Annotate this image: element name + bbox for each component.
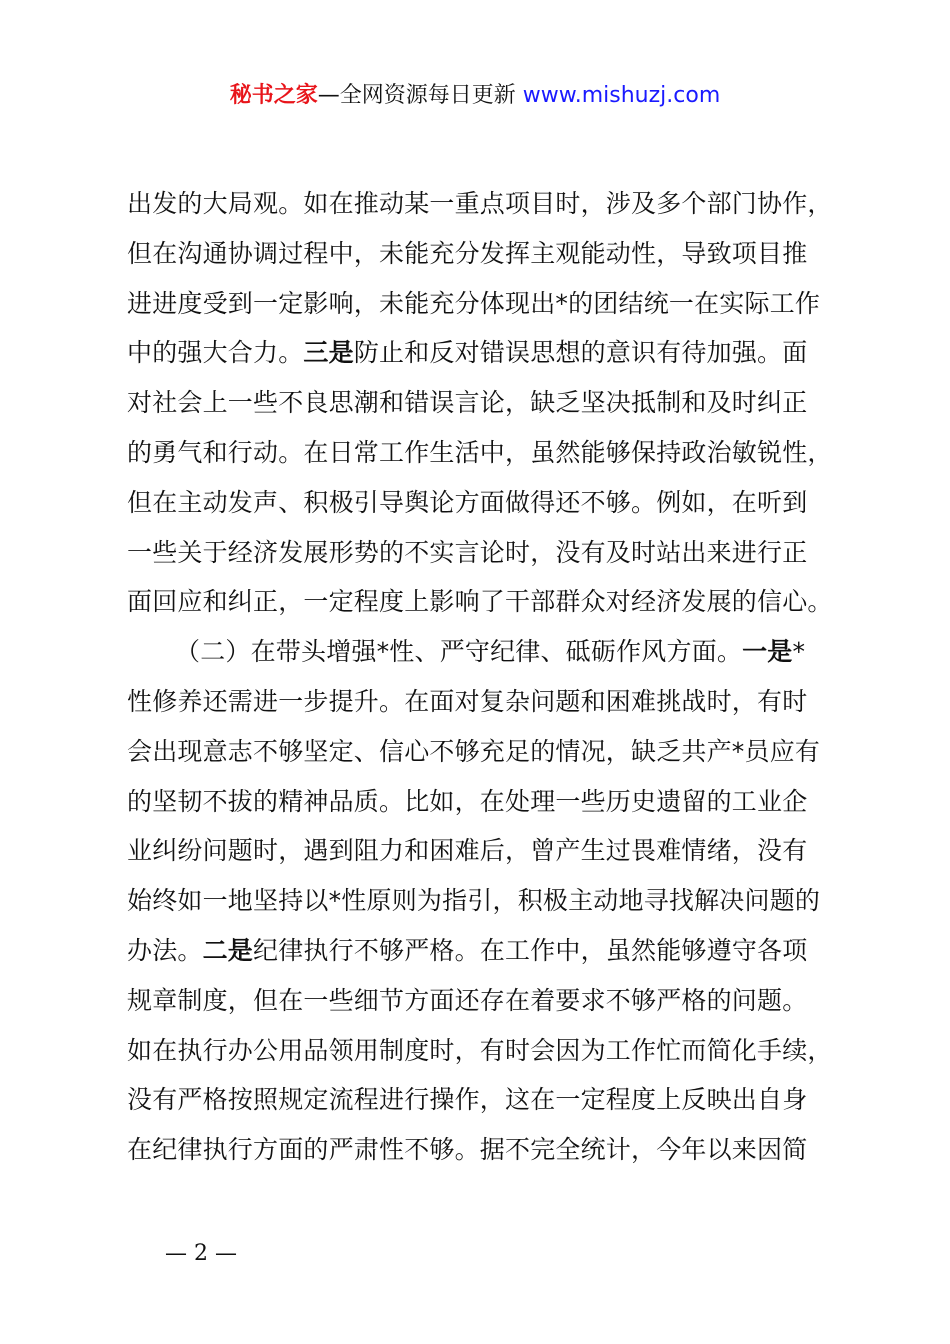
text-line [127,577,867,627]
text-run: * [792,637,806,667]
page-header [0,78,950,114]
text-run: 的勇气和行动。在日常工作生活中，虽然能够保持政治敏锐性， [127,437,833,467]
bold-text-run: 一是 [742,637,793,667]
text-line [127,179,867,229]
text-run: 业纠纷问题时，遇到阻力和困难后，曾产生过畏难情绪，没有 [127,836,808,866]
text-line [127,1125,867,1175]
text-run: 没有严格按照规定流程进行操作，这在一定程度上反映出自身 [127,1085,808,1115]
bold-text-run: 三是 [303,338,354,368]
text-run: 对社会上一些不良思潮和错误言论，缺乏坚决抵制和及时纠正 [127,388,808,418]
text-run: 的坚韧不拔的精神品质。比如，在处理一些历史遗留的工业企 [127,786,808,816]
text-line [127,478,867,528]
bold-text-run: 二是 [202,935,254,965]
text-line [127,926,867,976]
text-line [127,1026,867,1076]
text-run: 性修养还需进一步提升。在面对复杂问题和困难挑战时，有时 [127,686,808,716]
text-run: 在纪律执行方面的严肃性不够。据不完全统计，今年以来因简 [127,1135,808,1165]
text-line [127,826,867,876]
text-run: 进进度受到一定影响，未能充分体现出*的团结统一在实际工作 [127,288,821,318]
header-tagline: —全网资源每日更新 [317,83,523,108]
site-url: www.mishuzj.com [522,83,721,108]
text-run: 纪律执行不够严格。在工作中，虽然能够遵守各项 [253,935,808,965]
text-run: 会出现意志不够坚定、信心不够充足的情况，缺乏共产*员应有 [127,736,821,766]
text-line [127,378,867,428]
text-line [127,328,867,378]
text-run: 办法。 [127,935,203,965]
text-line [127,428,867,478]
text-run: 中的强大合力。 [127,338,304,368]
text-run: 规章制度，但在一些细节方面还存在着要求不够严格的问题。 [127,985,808,1015]
text-run: 出发的大局观。如在推动某一重点项目时，涉及多个部门协作， [127,189,833,218]
text-run: 如在执行办公用品领用制度时，有时会因为工作忙而简化手续， [127,1035,833,1065]
text-run: 一些关于经济发展形势的不实言论时，没有及时站出来进行正 [127,537,808,567]
page-number: — 2 — [165,1241,237,1266]
text-run: 但在沟通协调过程中，未能充分发挥主观能动性，导致项目推 [127,238,808,268]
brand-name: 秘书之家 [229,83,318,108]
text-run: 防止和反对错误思想的意识有待加强。面 [353,338,808,368]
text-run: （二）在带头增强*性、严守纪律、砥砺作风方面。 [175,637,743,667]
text-line [127,727,867,777]
text-line [127,528,867,578]
text-run: 面回应和纠正，一定程度上影响了干部群众对经济发展的信心。 [127,587,833,617]
document-body [127,179,867,1175]
text-line [127,976,867,1026]
text-run: 始终如一地坚持以*性原则为指引，积极主动地寻找解决问题的 [127,886,821,916]
text-line [127,677,867,727]
text-line [127,229,867,279]
text-line [127,876,867,926]
text-line [127,777,867,827]
text-line [127,279,867,329]
text-line [127,1075,867,1125]
text-run: 但在主动发声、积极引导舆论方面做得还不够。例如，在听到 [127,487,808,517]
text-line [127,627,867,677]
